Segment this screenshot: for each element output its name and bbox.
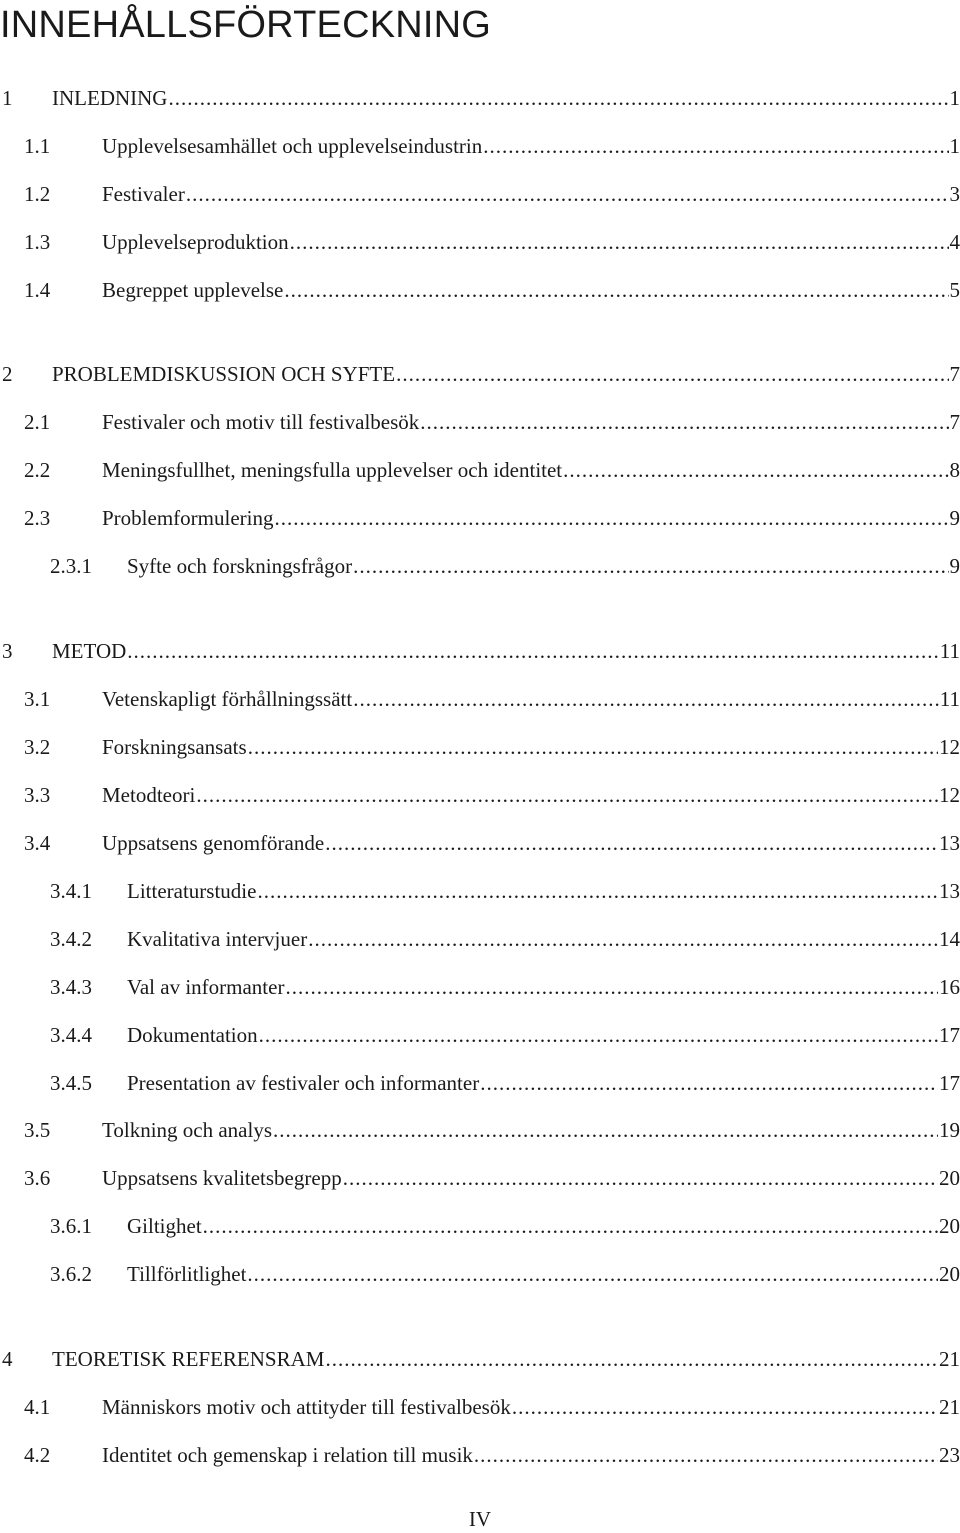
toc-entry[interactable]	[24, 132, 960, 160]
toc-entry[interactable]	[24, 276, 960, 304]
toc-entry-page: 20	[939, 1260, 960, 1288]
toc-entry[interactable]	[24, 504, 960, 532]
toc-entry-number: 4.2	[24, 1441, 102, 1469]
toc-leader-dots	[396, 360, 948, 388]
toc-entry-page: 21	[939, 1393, 960, 1421]
toc-entry-number: 4	[2, 1345, 52, 1373]
toc-entry[interactable]	[24, 408, 960, 436]
toc-entry-label: Begreppet upplevelse	[102, 276, 283, 304]
toc-entry-page: 20	[939, 1212, 960, 1240]
toc-entry[interactable]	[24, 1164, 960, 1192]
toc-leader-dots	[273, 1116, 938, 1144]
toc-leader-dots	[284, 276, 948, 304]
toc-leader-dots	[196, 781, 938, 809]
toc-entry-label: Tillförlitlighet	[127, 1260, 246, 1288]
toc-leader-dots	[325, 829, 938, 857]
toc-entry-number: 2.2	[24, 456, 102, 484]
toc-entry[interactable]	[24, 829, 960, 857]
toc-entry-number: 3.5	[24, 1116, 102, 1144]
toc-entry-number: 1.3	[24, 228, 102, 256]
toc-entry-number: 3.1	[24, 685, 102, 713]
toc-leader-dots	[290, 228, 949, 256]
toc-entry-label: Uppsatsens kvalitetsbegrepp	[102, 1164, 342, 1192]
toc-entry-number: 3.6.2	[50, 1260, 127, 1288]
toc-entry-number: 3.3	[24, 781, 102, 809]
toc-entry-number: 1.2	[24, 180, 102, 208]
toc-leader-dots	[257, 877, 938, 905]
toc-entry-label: PROBLEMDISKUSSION OCH SYFTE	[52, 360, 395, 388]
toc-entry[interactable]	[2, 84, 960, 112]
toc-leader-dots	[259, 1021, 938, 1049]
toc-entry[interactable]	[50, 925, 960, 953]
toc-entry-page: 1	[950, 132, 960, 160]
toc-entry[interactable]	[2, 637, 960, 665]
toc-entry-page: 9	[950, 552, 960, 580]
toc-entry[interactable]	[50, 1260, 960, 1288]
toc-entry[interactable]	[24, 781, 960, 809]
toc-entry[interactable]	[24, 733, 960, 761]
toc-entry-number: 3.6.1	[50, 1212, 127, 1240]
toc-entry-label: Problemformulering	[102, 504, 273, 532]
toc-entry-label: Metodteori	[102, 781, 195, 809]
toc-title: INNEHÅLLSFÖRTECKNING	[0, 2, 491, 48]
toc-entry-number: 3.4.5	[50, 1069, 127, 1097]
toc-entry[interactable]	[24, 228, 960, 256]
toc-leader-dots	[325, 1345, 938, 1373]
toc-entry-page: 1	[950, 84, 960, 112]
toc-entry-page: 20	[939, 1164, 960, 1192]
toc-entry-page: 23	[939, 1441, 960, 1469]
toc-leader-dots	[127, 637, 938, 665]
toc-entry-number: 1.1	[24, 132, 102, 160]
toc-entry-number: 3.4.3	[50, 973, 127, 1001]
toc-entry-label: Identitet och gemenskap i relation till musik	[102, 1441, 473, 1469]
toc-entry-page: 12	[939, 733, 960, 761]
toc-entry-number: 1.4	[24, 276, 102, 304]
toc-entry-label: Vetenskapligt förhållningssätt	[102, 685, 352, 713]
toc-entry-label: METOD	[52, 637, 126, 665]
toc-entry-label: Uppsatsens genomförande	[102, 829, 324, 857]
toc-entry-label: INLEDNING	[52, 84, 167, 112]
toc-entry-number: 3.2	[24, 733, 102, 761]
toc-entry[interactable]	[24, 1441, 960, 1469]
toc-entry-number: 3.4.4	[50, 1021, 127, 1049]
toc-entry[interactable]	[50, 973, 960, 1001]
toc-entry-page: 7	[950, 360, 960, 388]
toc-entry-page: 3	[950, 180, 960, 208]
toc-leader-dots	[203, 1212, 938, 1240]
toc-leader-dots	[186, 180, 949, 208]
toc-entry[interactable]	[24, 1116, 960, 1144]
toc-leader-dots	[308, 925, 938, 953]
toc-entry-label: Tolkning och analys	[102, 1116, 272, 1144]
toc-entry-number: 4.1	[24, 1393, 102, 1421]
toc-leader-dots	[512, 1393, 938, 1421]
toc-entry-label: Människors motiv och attityder till festivalbesök	[102, 1393, 511, 1421]
toc-leader-dots	[343, 1164, 938, 1192]
toc-entry[interactable]	[24, 685, 960, 713]
toc-entry-label: Upplevelseproduktion	[102, 228, 289, 256]
toc-entry-page: 9	[950, 504, 960, 532]
toc-entry-page: 11	[940, 637, 960, 665]
toc-entry[interactable]	[24, 180, 960, 208]
toc-leader-dots	[353, 685, 939, 713]
toc-entry-number: 3.4.1	[50, 877, 127, 905]
toc-entry-page: 17	[939, 1069, 960, 1097]
toc-entry-page: 19	[939, 1116, 960, 1144]
toc-leader-dots	[285, 973, 938, 1001]
toc-entry-number: 3	[2, 637, 52, 665]
toc-leader-dots	[474, 1441, 938, 1469]
toc-entry-page: 4	[950, 228, 960, 256]
toc-entry-number: 3.6	[24, 1164, 102, 1192]
toc-entry[interactable]	[24, 456, 960, 484]
toc-entry[interactable]	[50, 1212, 960, 1240]
toc-entry-label: Litteraturstudie	[127, 877, 256, 905]
toc-entry-page: 17	[939, 1021, 960, 1049]
toc-entry[interactable]	[50, 1069, 960, 1097]
toc-entry-page: 5	[950, 276, 960, 304]
toc-entry-label: Festivaler	[102, 180, 185, 208]
toc-leader-dots	[480, 1069, 938, 1097]
toc-entry-page: 13	[939, 877, 960, 905]
toc-entry[interactable]	[50, 552, 960, 580]
toc-entry[interactable]	[50, 1021, 960, 1049]
toc-entry-label: Kvalitativa intervjuer	[127, 925, 307, 953]
toc-entry-page: 11	[940, 685, 960, 713]
page-number: IV	[469, 1507, 491, 1531]
toc-entry-label: Val av informanter	[127, 973, 284, 1001]
toc-entry-label: Presentation av festivaler och informanter	[127, 1069, 479, 1097]
toc-leader-dots	[247, 1260, 938, 1288]
toc-entry-label: Giltighet	[127, 1212, 202, 1240]
toc-entry-label: Forskningsansats	[102, 733, 247, 761]
toc-entry-label: Meningsfullhet, meningsfulla upplevelser och identitet	[102, 456, 562, 484]
toc-leader-dots	[353, 552, 948, 580]
toc-entry-page: 13	[939, 829, 960, 857]
toc-entry-page: 12	[939, 781, 960, 809]
toc-entry-label: Syfte och forskningsfrågor	[127, 552, 352, 580]
toc-entry-page: 16	[939, 973, 960, 1001]
toc-entry[interactable]	[2, 360, 960, 388]
toc-leader-dots	[248, 733, 938, 761]
toc-entry-page: 8	[950, 456, 960, 484]
toc-entry-number: 1	[2, 84, 52, 112]
toc-entry-page: 7	[950, 408, 960, 436]
toc-leader-dots	[420, 408, 948, 436]
toc-entry[interactable]	[50, 877, 960, 905]
toc-entry-label: TEORETISK REFERENSRAM	[52, 1345, 324, 1373]
toc-entry-label: Upplevelsesamhället och upplevelseindustrin	[102, 132, 482, 160]
toc-entry-number: 2	[2, 360, 52, 388]
toc-entry-label: Festivaler och motiv till festivalbesök	[102, 408, 419, 436]
toc-leader-dots	[563, 456, 948, 484]
toc-entry-page: 21	[939, 1345, 960, 1373]
toc-entry-label: Dokumentation	[127, 1021, 258, 1049]
toc-entry-number: 2.3	[24, 504, 102, 532]
toc-entry[interactable]	[24, 1393, 960, 1421]
toc-leader-dots	[168, 84, 948, 112]
toc-leader-dots	[483, 132, 948, 160]
toc-entry-number: 2.3.1	[50, 552, 127, 580]
toc-entry-page: 14	[939, 925, 960, 953]
toc-leader-dots	[274, 504, 948, 532]
toc-entry[interactable]	[2, 1345, 960, 1373]
toc-entry-number: 3.4	[24, 829, 102, 857]
toc-entry-number: 2.1	[24, 408, 102, 436]
toc-entry-number: 3.4.2	[50, 925, 127, 953]
